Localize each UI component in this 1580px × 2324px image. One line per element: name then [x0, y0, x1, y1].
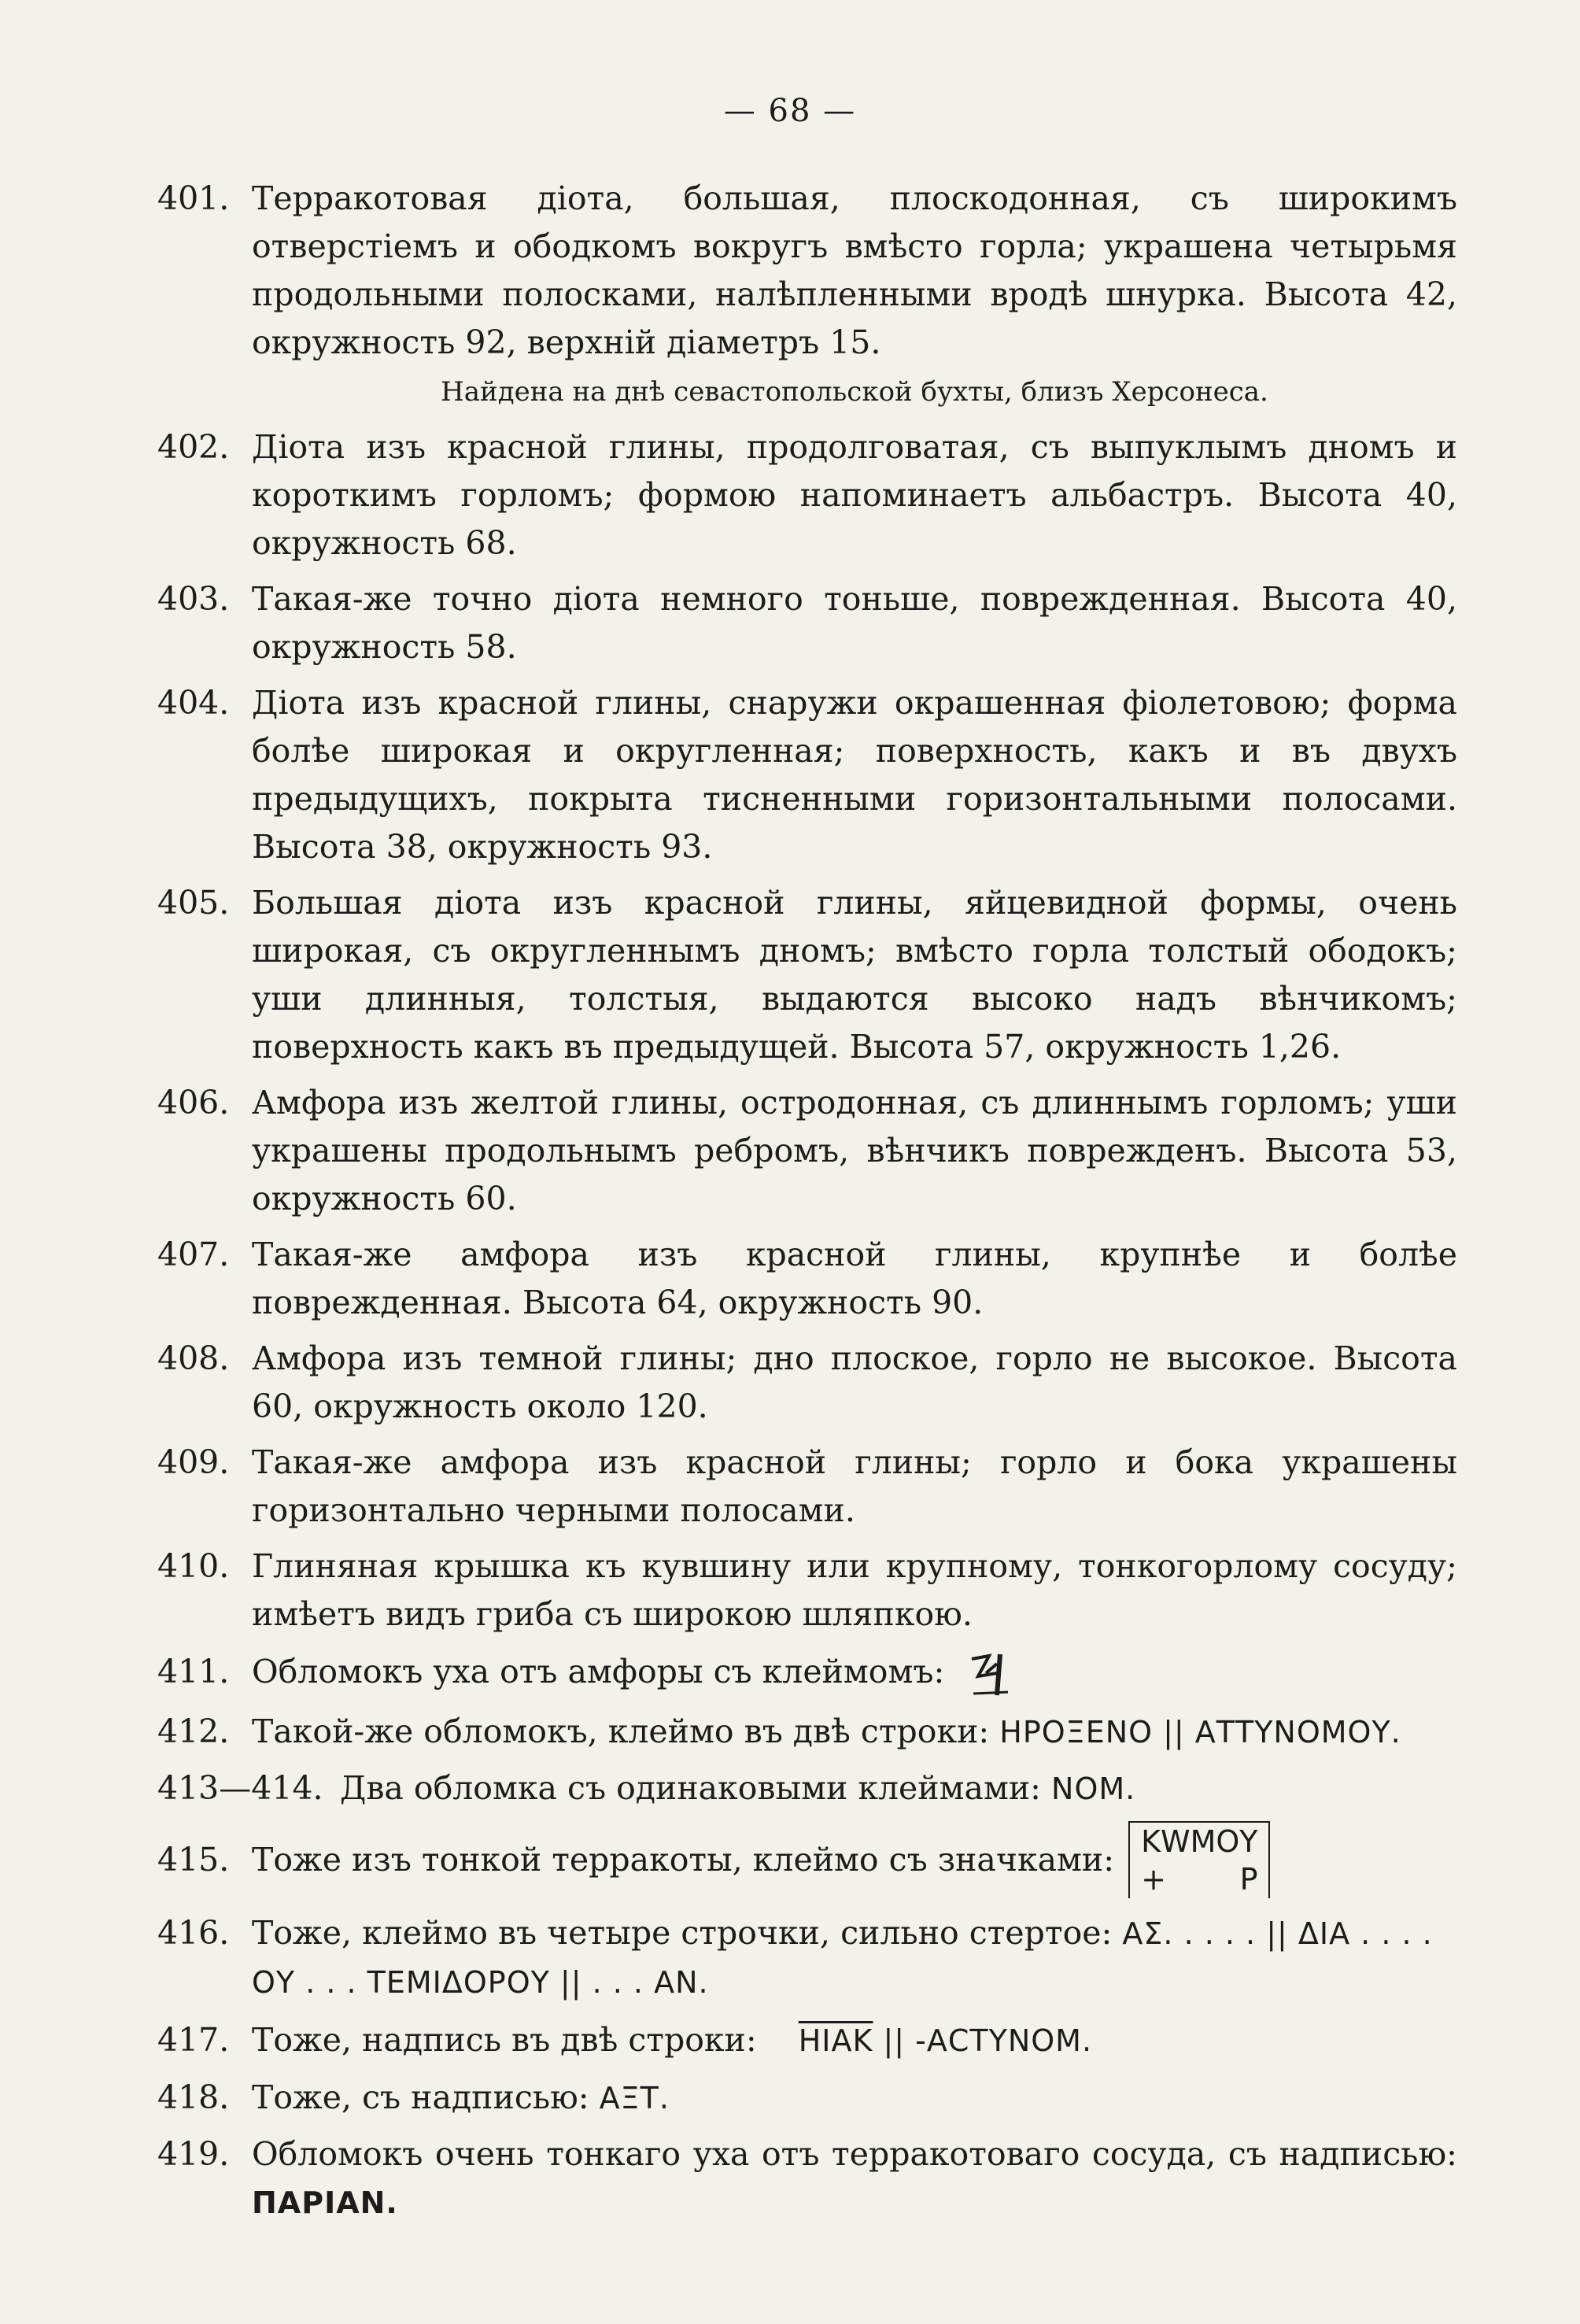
stamp-monogram-icon — [965, 1650, 1013, 1700]
stamp-sign: + — [1141, 1861, 1166, 1897]
entry-number: 402. — [157, 428, 230, 466]
entry-text: Тоже изъ тонкой терракоты, клеймо съ значками: — [252, 1840, 1115, 1879]
entry-401 — [157, 175, 1457, 367]
stamp-inscription: ΑΞΤ. — [599, 2080, 670, 2115]
entry-number: 416. — [157, 1913, 230, 1952]
entry-405 — [157, 879, 1457, 1071]
entry-413-414 — [157, 1764, 1457, 1813]
entry-text: Два обломка съ одинаковыми клеймами: — [340, 1768, 1041, 1807]
entry-text: Діота изъ красной глины, продолговатая, съ выпуклымъ дномъ и короткимъ горломъ; формою напоминаетъ альбастръ. Высота 40, окружность 68. — [252, 428, 1457, 562]
entry-409 — [157, 1439, 1457, 1535]
entry-note: Найдена на днѣ севастопольской бухты, близъ Херсонеса. — [441, 376, 1268, 408]
entry-407 — [157, 1231, 1457, 1327]
entry-number: 415. — [157, 1840, 230, 1879]
entry-number: 411. — [157, 1653, 230, 1690]
entry-406 — [157, 1079, 1457, 1223]
entry-number: 408. — [157, 1339, 230, 1377]
stamp-inscription: ΝΟΜ. — [1051, 1771, 1136, 1806]
ligature-inscription: ΗΙΑΚ — [798, 2023, 873, 2058]
entry-number: 403. — [157, 580, 230, 618]
catalog-entries — [157, 175, 1457, 2235]
entry-402 — [157, 423, 1457, 567]
entry-text: Терракотовая діота, большая, плоскодонная, съ широкимъ отверстіемъ и ободкомъ вокругъ вмѣсто горла; украшена четырьмя продольными полосками, налѣпленными вродѣ шнурка. Высота 42, окружность 92, верхній діаметръ 15. — [252, 179, 1457, 361]
entry-404 — [157, 679, 1457, 871]
entry-text: Обломокъ очень тонкаго уха отъ терракотоваго сосуда, съ надписью: — [252, 2134, 1457, 2173]
entry-403 — [157, 575, 1457, 671]
entry-417 — [157, 2015, 1457, 2066]
entry-416 — [157, 1909, 1457, 2007]
entry-text: Тоже, надпись въ двѣ строки: — [252, 2020, 757, 2059]
entry-number: 410. — [157, 1547, 230, 1585]
entry-number: 419. — [157, 2134, 230, 2173]
entry-number: 413—414. — [157, 1768, 323, 1807]
entry-411 — [157, 1646, 1457, 1700]
stamp-line-1: ΚWΜΟΥ — [1141, 1823, 1258, 1859]
stamp-line-2 — [1141, 1860, 1257, 1898]
entry-number: 404. — [157, 684, 230, 722]
entry-408 — [157, 1335, 1457, 1431]
entry-number: 409. — [157, 1443, 230, 1481]
entry-text: Амфора изъ темной глины; дно плоское, горло не высокое. Высота 60, окружность около 120. — [252, 1339, 1457, 1425]
stamp-letter: Ρ — [1239, 1861, 1258, 1897]
stamp-inscription: ΑΣ. . . . . || ΔΙΑ . . . . ΟΥ . . . ΤΕΜΙΔΟΡΟΥ || . . . ΑΝ. — [252, 1916, 1433, 2000]
entry-number: 401. — [157, 179, 230, 217]
entry-text: Діота изъ красной глины, снаружи окрашенная фіолетовою; форма болѣе широкая и округленная; поверхность, какъ и въ двухъ предыдущихъ, покрыта тисненными горизонтальными полосами. Высота 38, окружность 93. — [252, 684, 1457, 866]
entry-text: Такая-же точно діота немного тоньше, поврежденная. Высота 40, окружность 58. — [252, 580, 1457, 666]
stamp-inscription: ΗΡΟΞΕΝΟ || ΑΤΤΥΝΟΜΟΥ. — [999, 1714, 1401, 1749]
entry-number: 417. — [157, 2020, 230, 2059]
entry-text: Тоже, съ надписью: — [252, 2078, 589, 2116]
entry-number: 412. — [157, 1712, 230, 1750]
entry-number: 406. — [157, 1084, 230, 1121]
entry-number: 418. — [157, 2078, 230, 2116]
entry-text: Такая-же амфора изъ красной глины, крупнѣе и болѣе поврежденная. Высота 64, окружность 90. — [252, 1236, 1457, 1321]
entry-419 — [157, 2130, 1457, 2227]
stamp-inscription: || -ΑCΤΥΝΟΜ. — [883, 2023, 1093, 2058]
entry-412 — [157, 1708, 1457, 1757]
entry-text: Амфора изъ желтой глины, остродонная, съ длиннымъ горломъ; уши украшены продольнымъ ребромъ, вѣнчикъ поврежденъ. Высота 53, окружность 60. — [252, 1084, 1457, 1217]
entry-text: Глиняная крышка къ кувшину или крупному, тонкогорлому сосуду; имѣетъ видъ гриба съ широкою шляпкою. — [252, 1547, 1457, 1633]
entry-text: Такая-же амфора изъ красной глины; горло и бока украшены горизонтально черными полосами. — [252, 1443, 1457, 1529]
entry-text: Тоже, клеймо въ четыре строчки, сильно стертое: — [252, 1913, 1113, 1952]
entry-418 — [157, 2074, 1457, 2123]
page-number: — 68 — — [723, 93, 857, 129]
entry-415 — [157, 1821, 1457, 1898]
stamp-inscription: ΠΑΡΙΑΝ. — [252, 2185, 398, 2220]
entry-410 — [157, 1543, 1457, 1639]
entry-text: Такой-же обломокъ, клеймо въ двѣ строки: — [252, 1712, 990, 1750]
entry-number: 405. — [157, 884, 230, 922]
entry-text: Обломокъ уха отъ амфоры съ клеймомъ: — [252, 1653, 945, 1690]
entry-number: 407. — [157, 1236, 230, 1273]
entry-text: Большая діота изъ красной глины, яйцевидной формы, очень широкая, съ округленнымъ дномъ; вмѣсто горла толстый ободокъ; уши длинныя, толстыя, выдаются высоко надъ вѣнчикомъ; поверхность какъ въ предыдущей. Высота 57, окружность 1,26. — [252, 884, 1457, 1066]
stamp-frame — [1128, 1821, 1270, 1898]
